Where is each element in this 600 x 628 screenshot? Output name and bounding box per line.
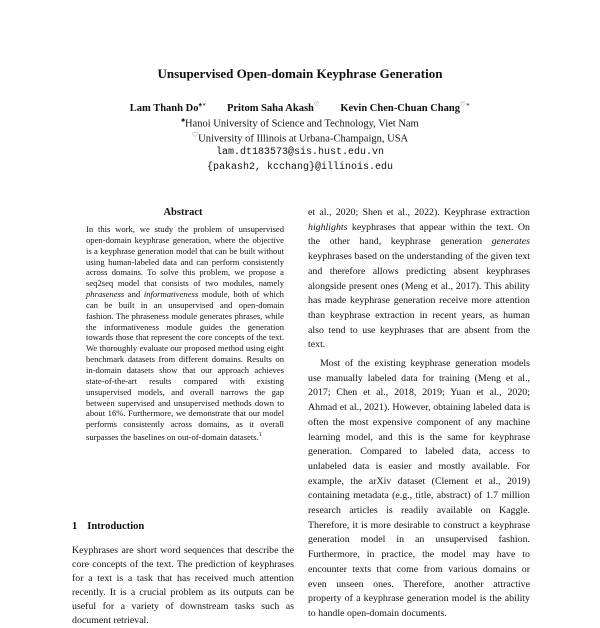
paragraph [308, 206, 530, 353]
author-name: Pritom Saha Akash [226, 102, 314, 114]
section-title: Introduction [87, 521, 145, 532]
abstract-heading: Abstract [163, 207, 203, 218]
section-number: 1 [72, 521, 78, 532]
author-name: Lam Thanh Do [129, 102, 199, 114]
author-list [0, 100, 600, 114]
email-2: {pakash2, kcchang}@illinois.edu [206, 162, 394, 173]
author-3 [340, 103, 470, 114]
author-name: Kevin Chen-Chuan Chang [340, 102, 460, 114]
body-text: et al., 2020; Shen et al., 2022). Keyphrase extraction [308, 207, 530, 218]
abstract-body [86, 224, 284, 443]
affiliation-mark: ♡ [191, 131, 199, 139]
paper-title: Unsupervised Open-domain Keyphrase Generation [157, 66, 443, 81]
affiliation-mark: ♠ [181, 116, 185, 124]
emphasis: highlights [308, 221, 348, 233]
emphasis: generates [491, 236, 530, 248]
intro-paragraph [72, 544, 294, 626]
author-2 [227, 103, 320, 114]
abstract-text: module, both of which can be built in an unsupervised and open-domain fashion. The phraseness module generates phrases, while the informativeness module guides the generation towards those that represent the core concepts of the text. We thoroughly evaluate our proposed method using eight benchmark datasets from different domains. Results on in-domain datasets show that our approach achieves state-of-the-art results compared with existing unsupervised models, and overall narrows the gap between supervised and unsupervised methods down to about 16%. Furthermore, we demonstrate that our model performs consistently across domains, as it overall surpasses the baselines on out-of-domain datasets. [86, 289, 284, 442]
affiliation-text: Hanoi University of Science and Technology, Viet Nam [184, 118, 419, 130]
paragraph: Most of the existing keyphrase generation models use manually labeled data for training (Meng et al., 2017; Chen et al., 2018, 2019; Yuan et al., 2020; Ahmad et al., 2021). However, obtaining labeled data is often the most expensive component of any machine learning model, and this is the same for keyphrase generation. Compared to labeled data, access to unlabeled data is easier and mostly available. For example, the arXiv dataset (Clement et al., 2019) containing metadata (e.g., title, abstract) of 1.7 million research articles is readily available on Kaggle. Therefore, it is more desirable to construct a keyphrase generation model in an unsupervised fashion. Furthermore, in practice, the model may have to encounter texts that come from various domains or even unseen ones. Therefore, another attractive property of a keyphrase generation model is the ability to handle open-domain documents. [308, 358, 530, 619]
author-mark: ♡ [313, 101, 320, 108]
email-1: lam.dt183573@sis.hust.edu.vn [215, 147, 385, 158]
author-1 [130, 103, 207, 114]
right-column [308, 206, 530, 622]
body-text: keyphrases based on the understanding of the given text and therefore allows predicting absent keyphrases alongside present ones (Meng et al., 2017). This ability has made keyphrase generation receive more attention than keyphrase extraction in recent years, as human also tend to use keyphrases that are absent from the text. [308, 251, 530, 351]
affiliation-2 [0, 131, 600, 145]
author-mark: ♠∗ [198, 101, 207, 108]
abstract-emphasis: informativeness [143, 289, 199, 300]
abstract-text: In this work, we study the problem of unsupervised open-domain keyphrase generation, where the objective is a keyphrase generation model that can be built without using human-labeled data and can perform consistently across domains. To solve this problem, we propose a seq2seq model that consists of two modules, namely [86, 224, 284, 289]
body-text: keyphrases that appear within the text. On the other hand, keyphrase generation [308, 221, 530, 248]
footnote-mark: 1 [258, 432, 262, 439]
abstract-text: and [124, 289, 144, 300]
affiliation-1 [0, 116, 600, 130]
author-mark: ♡∗ [459, 101, 471, 108]
intro-text: Keyphrases are short word sequences that describe the core concepts of the text. The prediction of keyphrases for a text is a task that has received much attention recently. It is a crucial problem as its outputs can be useful for a variety of downstream tasks such as document retrieval. [72, 545, 294, 626]
section-heading [72, 521, 144, 532]
affiliation-text: University of Illinois at Urbana-Champaign, USA [198, 133, 409, 145]
abstract-emphasis: phraseness [86, 289, 125, 300]
